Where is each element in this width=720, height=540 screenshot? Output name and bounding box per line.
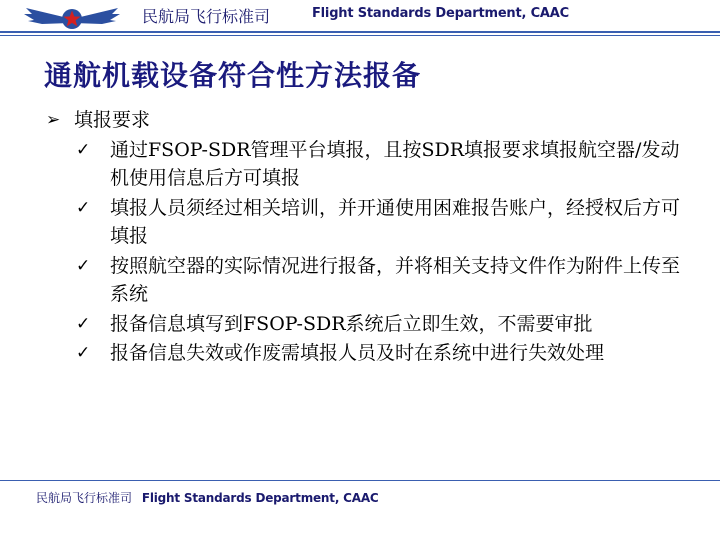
list-item: [46, 310, 686, 339]
checkmark-icon: ✓: [76, 139, 91, 160]
list-item-text: 通过FSOP-SDR管理平台填报，且按SDR填报要求填报航空器/发动机使用信息后方可填报: [110, 138, 680, 189]
header-divider: [0, 31, 720, 33]
footer-org-cn: 民航局飞行标准司: [36, 491, 133, 505]
footer-divider: [0, 480, 720, 481]
header-org-en: Flight Standards Department, CAAC: [312, 6, 569, 21]
list-item-text: 报备信息填写到FSOP-SDR系统后立即生效，不需要审批: [110, 312, 593, 335]
footer-org-en: Flight Standards Department, CAAC: [141, 491, 379, 505]
checkmark-icon: ✓: [76, 313, 91, 334]
slide-header: [0, 0, 720, 40]
list-item-text: 按照航空器的实际情况进行报备，并将相关支持文件作为附件上传至系统: [110, 254, 681, 305]
slide-body: [46, 106, 686, 368]
section-label: 填报要求: [74, 109, 151, 131]
list-item-text: 报备信息失效或作废需填报人员及时在系统中进行失效处理: [110, 342, 605, 364]
checkmark-icon: ✓: [76, 343, 91, 363]
list-item-text: 填报人员须经过相关培训，并开通使用困难报告账户，经授权后方可填报: [110, 196, 681, 247]
list-item: [46, 339, 686, 368]
checkmark-icon: ✓: [76, 255, 91, 276]
list-item: [46, 194, 686, 251]
section-heading: [46, 106, 686, 135]
slide-footer: [36, 489, 379, 506]
arrow-bullet-icon: ➢: [46, 110, 61, 130]
checkmark-icon: ✓: [76, 197, 91, 218]
list-item: [46, 136, 686, 193]
header-org-cn: 民航局飞行标准司: [142, 7, 271, 26]
slide-title: 通航机载设备符合性方法报备: [44, 59, 422, 92]
header-divider-thin: [0, 35, 720, 36]
list-item: [46, 252, 686, 309]
